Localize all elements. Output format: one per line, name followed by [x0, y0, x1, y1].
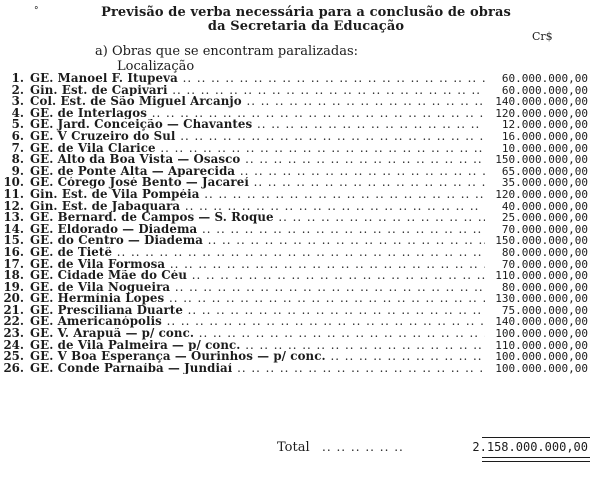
total-rule-bottom [482, 461, 590, 462]
item-value: 120.000.000,00 [495, 187, 588, 201]
item-name: GE. Americanópolis .. .. [30, 316, 485, 328]
item-number: 18. [3, 268, 24, 283]
item-name: GE. V. Arapuã — p/ conc. .. .. [30, 328, 485, 340]
item-name: GE. Presciliana Duarte .. .. [30, 305, 485, 317]
items-list [0, 73, 610, 374]
corner-mark: ° [34, 6, 39, 16]
item-number: 3. [11, 94, 24, 109]
item-value: 140.000.000,00 [495, 315, 588, 329]
total-label: Total [277, 440, 310, 455]
item-name: GE. Conde Parnaíba — Jundiaí .. .. [30, 363, 485, 375]
total-leader-dots: .. .. .. .. .. .. [322, 440, 404, 454]
item-value: 100.000.000,00 [495, 327, 588, 341]
item-number: 21. [3, 302, 24, 317]
item-name: Gin. Est. de Vila Pompéia .. .. [30, 189, 485, 201]
item-name: GE. de Vila Formosa .. .. [30, 259, 485, 271]
item-value: 60.000.000,00 [501, 83, 588, 97]
item-number: 1. [11, 71, 24, 85]
item-value: 80.000.000,00 [501, 280, 588, 294]
item-number: 5. [11, 117, 24, 132]
item-number: 25. [3, 349, 24, 364]
item-number: 20. [3, 291, 24, 306]
currency-label: Cr$ [532, 30, 553, 43]
item-number: 23. [3, 326, 24, 341]
item-number: 8. [11, 152, 24, 167]
column-heading: Localização [117, 59, 195, 74]
item-value: 120.000.000,00 [495, 106, 588, 120]
item-number: 17. [3, 256, 24, 271]
item-value: 65.000.000,00 [501, 164, 588, 178]
item-number: 14. [3, 221, 24, 236]
item-value: 100.000.000,00 [495, 361, 588, 375]
item-name: GE. de Ponte Alta — Aparecida .. .. [30, 166, 485, 178]
item-name: Col. Est. de São Miguel Arcanjo .. .. [30, 96, 485, 108]
total-rule-top [482, 457, 590, 458]
item-number: 4. [11, 105, 24, 120]
item-name: GE. de Vila Clarice .. .. [30, 143, 485, 155]
item-name: GE. de Tietê .. .. [30, 247, 485, 259]
item-number: 9. [11, 163, 24, 178]
item-number: 26. [3, 360, 24, 375]
item-name: GE. Jard. Conceição — Chavantes .. .. [30, 119, 485, 131]
document-subtitle: da Secretaria da Educação [207, 19, 405, 34]
item-number: 22. [3, 314, 24, 329]
item-name: GE. Alto da Boa Vista — Osasco .. .. [30, 154, 485, 166]
item-value: 12.000.000,00 [501, 118, 588, 132]
item-number: 16. [3, 244, 24, 259]
section-heading: a) Obras que se encontram paralizadas: [95, 44, 358, 59]
item-value: 110.000.000,00 [495, 338, 588, 352]
item-value: 75.000.000,00 [501, 303, 588, 317]
item-name: Gin. Est. de Capivari .. .. [30, 85, 485, 97]
item-value: 40.000.000,00 [501, 199, 588, 213]
item-number: 19. [3, 279, 24, 294]
list-item [0, 270, 610, 282]
item-value: 70.000.000,00 [501, 222, 588, 236]
list-item [0, 128, 610, 143]
item-name: GE. Bernard. de Campos — S. Roque .. .. [30, 212, 485, 224]
item-number: 12. [3, 198, 24, 213]
item-value: 100.000.000,00 [495, 350, 588, 364]
item-value: 110.000.000,00 [495, 269, 588, 283]
item-name: Gin. Est. de Jabaquara .. .. [30, 201, 485, 213]
item-value: 10.000.000,00 [501, 141, 588, 155]
document-title: Previsão de verba necessária para a conclusão de obras [101, 5, 511, 20]
item-value: 150.000.000,00 [495, 234, 588, 248]
list-item [0, 328, 610, 340]
item-name: GE. V Cruzeiro do Sul .. .. [30, 131, 485, 143]
item-value: 130.000.000,00 [495, 292, 588, 306]
item-name: GE. de Vila Palmeira — p/ conc. .. .. [30, 340, 485, 352]
item-number: 6. [11, 128, 24, 143]
list-item [0, 212, 610, 224]
item-number: 15. [3, 233, 24, 248]
item-number: 11. [3, 186, 24, 201]
item-value: 16.000.000,00 [501, 129, 588, 143]
item-number: 10. [3, 175, 24, 190]
total-value: 2.158.000.000,00 [472, 440, 588, 454]
item-number: 2. [11, 82, 24, 97]
item-number: 24. [3, 337, 24, 352]
item-name: GE. Eldorado — Diadema .. .. [30, 224, 485, 236]
list-item [0, 154, 610, 166]
item-value: 60.000.000,00 [501, 72, 588, 85]
item-name: GE. de Interlagos .. .. [30, 108, 485, 120]
item-value: 140.000.000,00 [495, 95, 588, 109]
list-item [0, 360, 610, 375]
list-item [0, 244, 610, 259]
item-value: 25.000.000,00 [501, 211, 588, 225]
item-name: GE. V Boa Esperança — Ourinhos — p/ conc. .. .. [30, 351, 485, 363]
item-name: GE. Cidade Mãe do Céu .. .. [30, 270, 485, 282]
item-name: GE. de Vila Nogueira .. .. [30, 282, 485, 294]
list-item [0, 186, 610, 201]
item-value: 150.000.000,00 [495, 153, 588, 167]
item-number: 7. [11, 140, 24, 155]
item-name: GE. Hermínia Lopes .. .. [30, 293, 485, 305]
sum-rule [482, 437, 590, 438]
item-name: GE. Córego José Bento — Jacareí .. .. [30, 177, 485, 189]
item-name: GE. Manoel F. Itupeva .. .. [30, 73, 485, 85]
item-number: 13. [3, 210, 24, 225]
item-value: 35.000.000,00 [501, 176, 588, 190]
list-item [0, 73, 610, 85]
item-name: GE. do Centro — Diadema .. .. [30, 235, 485, 247]
item-value: 70.000.000,00 [501, 257, 588, 271]
item-value: 80.000.000,00 [501, 245, 588, 259]
